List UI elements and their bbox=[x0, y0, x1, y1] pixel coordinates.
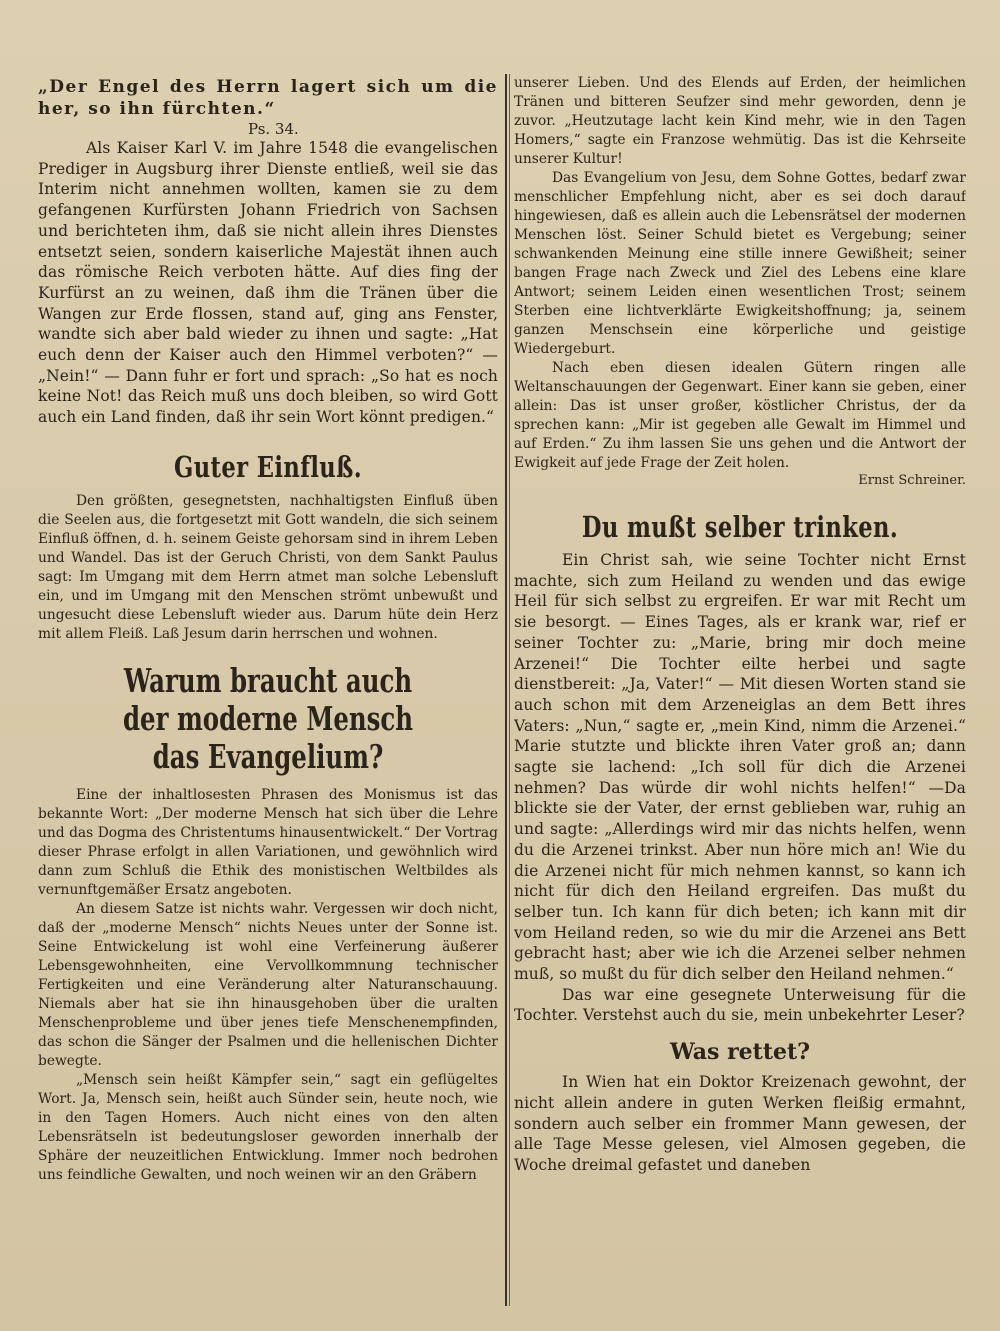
heading-was-rettet: Was rettet? bbox=[669, 1039, 811, 1066]
right-column bbox=[514, 74, 966, 1331]
paragraph-gueter: Nach eben diesen idealen Gütern ringen alle Weltanschauungen der Gegenwart. Einer kann sie geben, einer allein: Das ist unser großer, köstlicher Christus, der da sprechen kann: „Mir ist gegeben alle Gewalt im Himmel und auf Erden.“ Zu ihm lassen Sie uns gehen und die Antwort der Ewigkeit auf jede Frage der Zeit holen. bbox=[514, 360, 966, 471]
heading-selber-trinken: Du mußt selber trinken. bbox=[581, 510, 899, 544]
motto-quote: „Der Engel des Herrn lagert sich um die her, so ihn fürchten.“ bbox=[38, 77, 498, 119]
paragraph-guter-einfluss: Den größten, gesegnetsten, nachhaltigsten Einfluß üben die Seelen aus, die fortgesetzt mit Gott wandeln, die sich seinem Einfluß öffnen, d. h. seinem Geiste gehorsam sind in ihrem Leben und Wandel. Das ist der Geruch Christi, von dem Sankt Paulus sagt: Im Umgang mit dem Herrn atmet man solche Lebensluft ein, und im Umgang mit den Menschen strömt unbewußt und ungesucht diese Lebensluft wieder aus. Darum hüte dein Herz mit allem Fleiß. Laß Jesum darin herrschen und wohnen. bbox=[38, 492, 498, 642]
paragraph-kehrseite: unserer Lieben. Und des Elends auf Erden, der heimlichen Tränen und bitteren Seufzer sind mehr geworden, denn je zuvor. „Heutzutage lacht kein Kind mehr, wie in den Tagen Homers,“ sagte ein Franzose wehmütig. Das ist die Kehrseite unserer Kultur! bbox=[514, 75, 966, 167]
paragraph-unterweisung: Das war eine gesegnete Unterweisung für die Tochter. Verstehst auch du sie, mein unbekehrter Leser? bbox=[514, 985, 966, 1025]
paragraph-arzenei: Ein Christ sah, wie seine Tochter nicht Ernst machte, sich zum Heiland zu wenden und das ewige Heil für sich selbst zu ergreifen. Er war mit Recht um sie besorgt. — Eines Tages, als er krank war, rief er seiner Tochter zu: „Marie, bring mir doch meine Arzenei!“ Die Tochter eilte herbei und sagte dienstbereit: „Ja, Vater!“ — Mit diesen Worten stand sie auch schon mit dem Arzeneiglas an dem Bett ihres Vaters: „Nun,“ sagte er, „mein Kind, nimm die Arzenei.“ Marie stutzte und blickte ihren Vater groß an; dann sagte sie lachend: „Ich soll für dich die Arzenei nehmen? Das würde dir wohl nichts helfen!“ —Da blickte sie der Vater, der ernst geblieben war, ruhig an und sagte: „Allerdings wird mir das nichts helfen, wenn du die Arzenei trinkst. Aber nun höre mich an! Wie du die Arzenei nicht für mich nehmen kannst, so kann ich nicht für dich den Heiland ergreifen. Das mußt du selber tun. Ich kann für dich beten; ich kann mit dir vom Heiland reden, so wie du mir die Arzenei ans Bett gebracht hast; aber wie ich die Arzenei selber nehmen muß, so mußt du für dich selber den Heiland nehmen.“ bbox=[514, 551, 966, 984]
paragraph-evangelium: Das Evangelium von Jesu, dem Sohne Gottes, bedarf zwar menschlicher Empfehlung nicht, aber es sei doch darauf hingewiesen, daß es allein auch die Lebensrätsel der modernen Menschen löst. Seiner Schuld bietet es Vergebung; seiner schwankenden Meinung eine stille innere Gewißheit; seiner bangen Frage nach Zweck und Ziel des Lebens eine klare Antwort; seinem Leiden einen wesentlichen Trost; seinem Sterben eine lichtverklärte Ewigkeitshoffnung; ja, seinem ganzen Menschsein eine körperliche und geistige Wiedergeburt. bbox=[514, 170, 966, 357]
motto-reference: Ps. 34. bbox=[248, 120, 299, 138]
paragraph-kaempfer: „Mensch sein heißt Kämpfer sein,“ sagt ein geflügeltes Wort. Ja, Mensch sein, heißt auch Sünder sein, heute noch, wie in den Tagen Homers. Auch nicht eines von den alten Lebensrätseln ist bedeutungsloser geworden innerhalb der Sphäre der neuzeitlichen Entwicklung. Immer noch bedrohen uns feindliche Gewalten, und noch weinen wir an den Gräbern bbox=[38, 1071, 498, 1183]
paragraph-wien: In Wien hat ein Doktor Kreizenach gewohnt, der nicht allein andere in guten Werken fleißig ermahnt, sondern auch selber ein frommer Mann gewesen, der alle Tage Messe gelesen, viel Almosen gegeben, die Woche dreimal gefastet und daneben bbox=[514, 1073, 966, 1174]
column-divider-thin bbox=[509, 74, 510, 1306]
left-column bbox=[38, 66, 498, 1331]
author-signature: Ernst Schreiner. bbox=[858, 473, 966, 488]
column-divider bbox=[505, 74, 507, 1306]
heading-guter-einfluss: Guter Einfluß. bbox=[174, 449, 362, 484]
paragraph-monismus: Eine der inhaltlosesten Phrasen des Monismus ist das bekannte Wort: „Der moderne Mensch hat sich über die Lehre und das Dogma des Christentums hinausentwickelt.“ Der Vortrag dieser Phrase erfolgt in allen Variationen, und gewöhnlich wird dann zum Schluß die Ethik des monistischen Weltbildes als vernunftgemäßer Ersatz angeboten. bbox=[38, 786, 498, 898]
paragraph-satze: An diesem Satze ist nichts wahr. Vergessen wir doch nicht, daß der „moderne Mensch“ nichts Neues unter der Sonne ist. Seine Entwickelung ist wohl eine Verfeinerung äußerer Lebensgewohnheiten, eine Vervollkommnung technischer Fertigkeiten und eine Veränderung alter Naturanschauung. Niemals aber hat sie ihn hinausgehoben über die uralten Menschenprobleme und über jenes tiefe Menschenempfinden, das schon die Sänger der Psalmen und die hellenischen Dichter bewegte. bbox=[38, 900, 498, 1069]
heading-moderner-mensch: Warum braucht auch der moderne Mensch das Evangelium? bbox=[122, 660, 414, 776]
story-kurfuerst: Als Kaiser Karl V. im Jahre 1548 die evangelischen Prediger in Augsburg ihrer Dienste entließ, weil sie das Interim nicht annehmen wollten, kamen sie zu dem gefangenen Kurfürsten Johann Friedrich von Sachsen und berichteten ihm, daß sie nicht allein ihres Dienstes entsetzt seien, sondern kaiserliche Majestät ihnen auch das römische Reich verboten hätte. Auf dies fing der Kurfürst an zu weinen, daß ihm die Tränen über die Wangen zur Erde flossen, stand auf, ging ans Fenster, wandte sich aber bald wieder zu ihnen und sagte: „Hat euch denn der Kaiser auch den Himmel verboten?“ — „Nein!“ — Dann fuhr er fort und sprach: „So hat es noch keine Not! das Reich muß uns doch bleiben, so wird Gott auch ein Land finden, daß ihr sein Wort könnt predigen.“ bbox=[38, 139, 498, 427]
